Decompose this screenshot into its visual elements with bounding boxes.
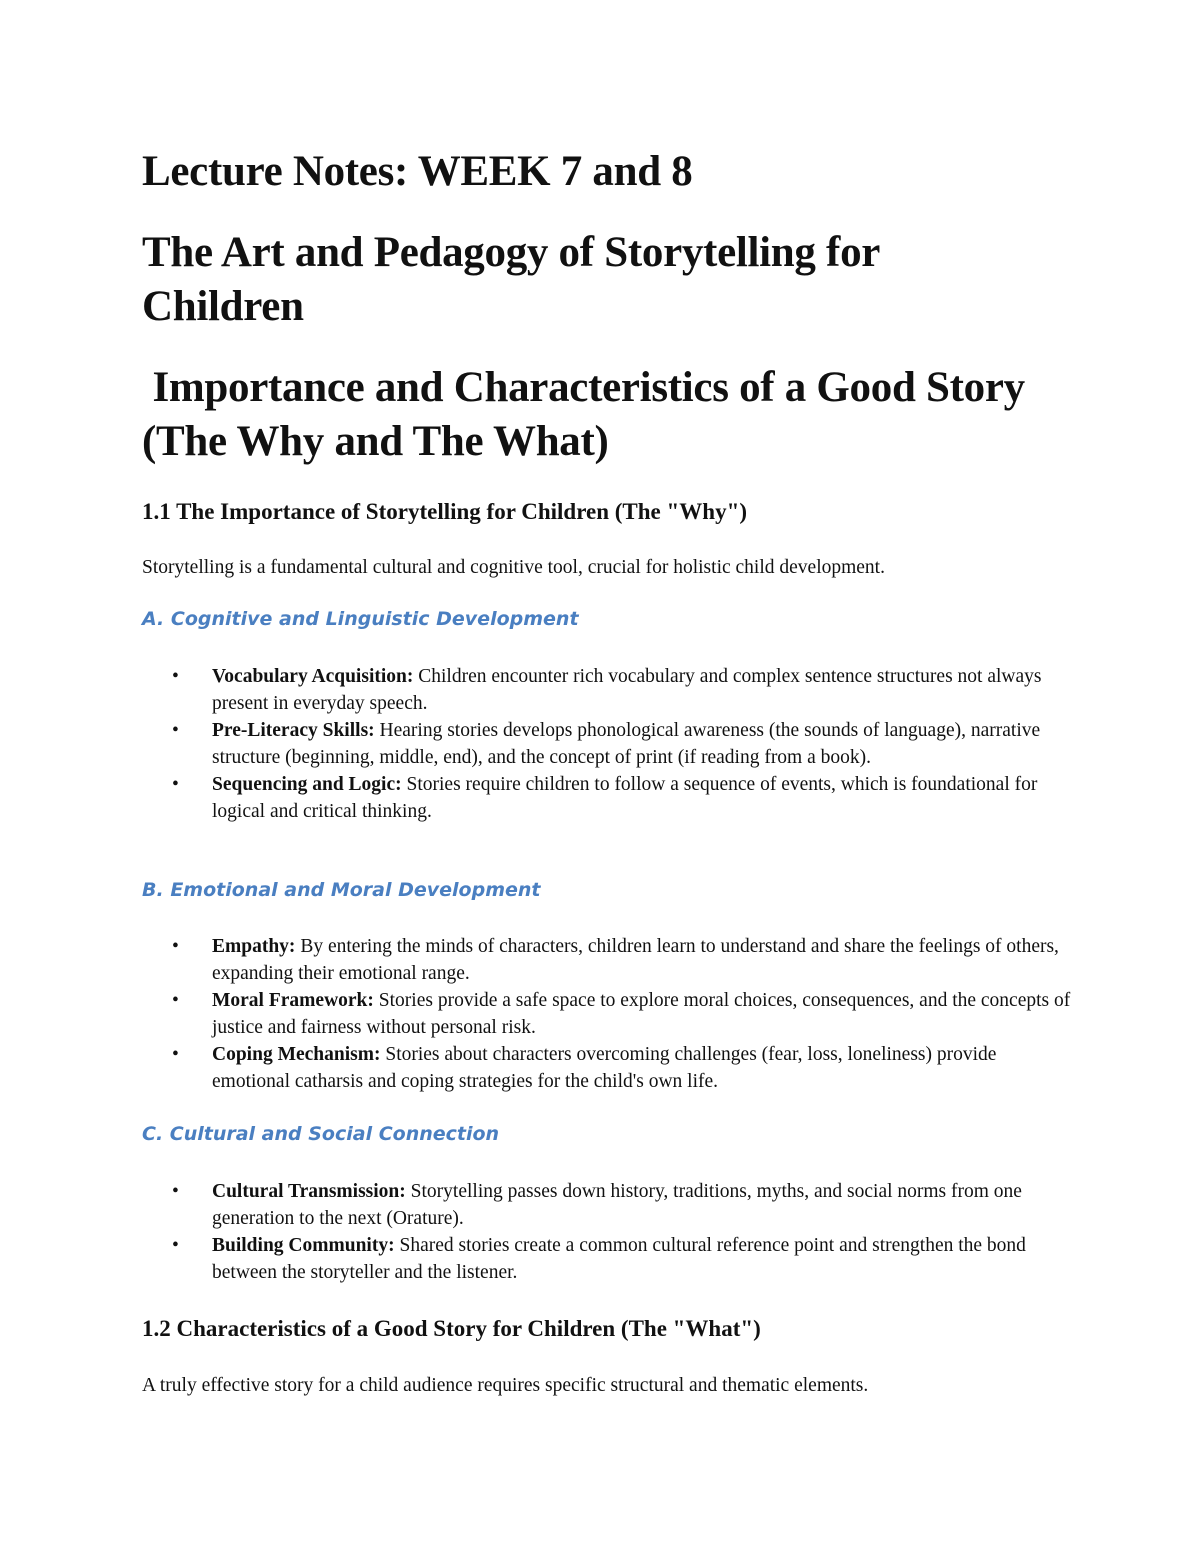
bullet-term: Sequencing and Logic: bbox=[212, 774, 402, 795]
bullet-term: Coping Mechanism: bbox=[212, 1044, 381, 1065]
list-item bbox=[142, 663, 1072, 717]
section-1-1-intro: Storytelling is a fundamental cultural and cognitive tool, crucial for holistic child development. bbox=[142, 557, 885, 578]
bullet-term: Pre-Literacy Skills: bbox=[212, 720, 375, 741]
bullet-icon: • bbox=[172, 774, 179, 795]
subsection-c-list bbox=[142, 1178, 1072, 1286]
bullet-icon: • bbox=[172, 720, 179, 741]
document-subtitle: The Art and Pedagogy of Storytelling for Children bbox=[142, 229, 880, 330]
bullet-icon: • bbox=[172, 936, 179, 957]
subsection-a-list bbox=[142, 663, 1072, 825]
document-title: Lecture Notes: WEEK 7 and 8 bbox=[142, 148, 693, 195]
bullet-text: Storytelling passes down history, traditions, myths, and social norms from one generation to the next (Orature). bbox=[212, 1181, 1022, 1229]
bullet-icon: • bbox=[172, 1181, 179, 1202]
bullet-text: Stories about characters overcoming challenges (fear, loss, loneliness) provide emotional catharsis and coping strategies for the child's own life. bbox=[212, 1044, 997, 1092]
section-1-2-heading: 1.2 Characteristics of a Good Story for Children (The "What") bbox=[142, 1316, 761, 1341]
subsection-a-heading: A. Cognitive and Linguistic Development bbox=[142, 608, 579, 630]
section-1-2-intro: A truly effective story for a child audience requires specific structural and thematic elements. bbox=[142, 1375, 869, 1396]
subsection-c-heading: C. Cultural and Social Connection bbox=[142, 1123, 500, 1145]
list-item bbox=[142, 933, 1072, 987]
bullet-icon: • bbox=[172, 1044, 179, 1065]
bullet-text: Children encounter rich vocabulary and complex sentence structures not always present in everyday speech. bbox=[212, 666, 1042, 714]
list-item bbox=[142, 1232, 1072, 1286]
bullet-text: By entering the minds of characters, children learn to understand and share the feelings of others, expanding their emotional range. bbox=[212, 936, 1059, 984]
subsection-b-list bbox=[142, 933, 1072, 1095]
bullet-text: Stories require children to follow a sequence of events, which is foundational for logical and critical thinking. bbox=[212, 774, 1038, 822]
bullet-icon: • bbox=[172, 1235, 179, 1256]
bullet-text: Stories provide a safe space to explore moral choices, consequences, and the concepts of justice and fairness without personal risk. bbox=[212, 990, 1071, 1038]
list-item bbox=[142, 771, 1072, 825]
bullet-term: Vocabulary Acquisition: bbox=[212, 666, 414, 687]
bullet-icon: • bbox=[172, 666, 179, 687]
bullet-term: Empathy: bbox=[212, 936, 296, 957]
subsection-b-heading: B. Emotional and Moral Development bbox=[142, 879, 541, 901]
list-item bbox=[142, 987, 1072, 1041]
bullet-term: Building Community: bbox=[212, 1235, 395, 1256]
list-item bbox=[142, 717, 1072, 771]
bullet-term: Cultural Transmission: bbox=[212, 1181, 406, 1202]
main-section-heading: Importance and Characteristics of a Good Story (The Why and The What) bbox=[142, 364, 1036, 465]
bullet-term: Moral Framework: bbox=[212, 990, 374, 1011]
bullet-text: Shared stories create a common cultural reference point and strengthen the bond between the storyteller and the listener. bbox=[212, 1235, 1026, 1283]
bullet-text: Hearing stories develops phonological awareness (the sounds of language), narrative structure (beginning, middle, end), and the concept of print (if reading from a book). bbox=[212, 720, 1041, 768]
list-item bbox=[142, 1178, 1072, 1232]
list-item bbox=[142, 1041, 1072, 1095]
section-1-1-heading: 1.1 The Importance of Storytelling for Children (The "Why") bbox=[142, 499, 748, 524]
bullet-icon: • bbox=[172, 990, 179, 1011]
